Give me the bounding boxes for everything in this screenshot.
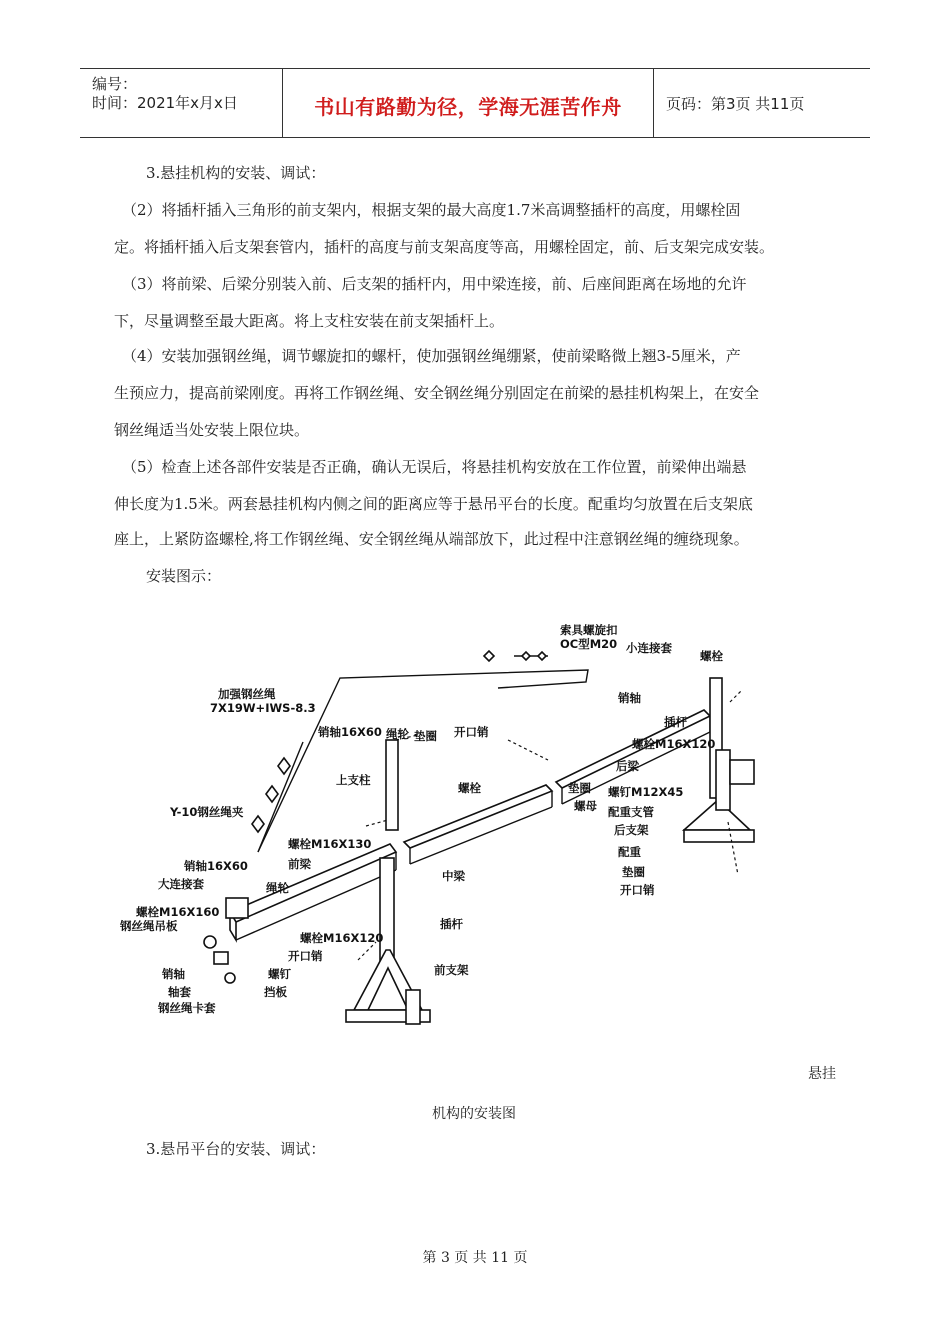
diagram-label: 绳轮 <box>386 727 409 741</box>
diagram-label: 前梁 <box>288 857 311 871</box>
diagram-label: 绳轮 <box>266 881 289 895</box>
header-page-cell <box>654 69 870 137</box>
middle-beam <box>404 785 552 864</box>
figure-caption-part1: 悬挂 <box>808 1066 836 1082</box>
header-page-number: 页码：第3页 共11页 <box>666 95 805 113</box>
diagram-label: 销轴16X60 <box>318 725 382 739</box>
diagram-label: 螺栓M16X120 <box>300 931 384 945</box>
diagram-label: 配重 <box>618 845 641 859</box>
diagram-label: 索具螺旋扣 <box>560 623 618 637</box>
diagram-label: 钢丝绳吊板 <box>120 919 178 933</box>
paragraph-line: 生预应力，提高前梁刚度。再将工作钢丝绳、安全钢丝绳分别固定在前梁的悬挂机构架上，在安全 <box>114 384 760 402</box>
diagram-label: 螺栓 <box>700 649 723 663</box>
diagram-label: 上支柱 <box>336 773 371 787</box>
diagram-label: 螺栓M16X120 <box>632 737 716 751</box>
paragraph-line: 伸长度为1.5米。两套悬挂机构内侧之间的距离应等于悬吊平台的长度。配重均匀放置在后支架底 <box>114 495 753 513</box>
diagram-label: 螺母 <box>574 799 597 813</box>
section-title: 3.悬吊平台的安装、调试： <box>146 1140 326 1158</box>
diagram-label: Y-10钢丝绳夹 <box>170 805 244 819</box>
diagram-label: 螺栓M16X130 <box>288 837 372 851</box>
diagram-label: OC型M20 <box>560 637 618 651</box>
front-beam <box>230 844 396 940</box>
diagram-label: 大连接套 <box>158 877 204 891</box>
diagram-label: 7X19W+IWS-8.3 <box>210 701 316 715</box>
diagram-label: 销轴 <box>162 967 185 981</box>
diagram-label: 插杆 <box>440 917 463 931</box>
diagram-label: 螺栓M16X160 <box>136 905 220 919</box>
diagram-label: 开口销 <box>620 883 655 897</box>
paragraph-line: 定。将插杆插入后支架套管内，插杆的高度与前支架高度等高，用螺栓固定，前、后支架完成安装。 <box>114 238 775 256</box>
paragraph-line: 座上，上紧防盗螺栓,将工作钢丝绳、安全钢丝绳从端部放下，此过程中注意钢丝绳的缠绕现象。 <box>114 530 749 548</box>
figure-intro: 安装图示： <box>146 567 222 585</box>
diagram-label: 开口销 <box>454 725 489 739</box>
diagram-label: 轴套 <box>168 985 191 999</box>
reinforcing-wire-rope <box>258 670 588 852</box>
installation-diagram-svg <box>118 590 838 1050</box>
diagram-label: 螺钉 <box>268 967 291 981</box>
rear-support <box>684 678 754 842</box>
diagram-label: 插杆 <box>664 715 687 729</box>
paragraph-line: 钢丝绳适当处安装上限位块。 <box>114 421 310 439</box>
paragraph-line: 下，尽量调整至最大距离。将上支柱安装在前支架插杆上。 <box>114 312 505 330</box>
document-date-label: 时间：2021年x月x日 <box>92 94 238 112</box>
diagram-label: 垫圈 <box>568 781 591 795</box>
section-title: 3.悬挂机构的安装、调试： <box>146 164 326 182</box>
header-motto: 书山有路勤为径，学海无涯苦作舟 <box>314 95 622 119</box>
diagram-label: 开口销 <box>288 949 323 963</box>
page-header <box>80 68 870 138</box>
diagram-label: 垫圈 <box>622 865 645 879</box>
header-meta-cell <box>80 69 283 137</box>
diagram-label: 配重支管 <box>608 805 654 819</box>
wire-rope-lower <box>258 742 303 852</box>
diagram-labels <box>119 623 723 1015</box>
diagram-label: 后梁 <box>616 759 639 773</box>
diagram-label: 加强钢丝绳 <box>218 687 276 701</box>
document-number-label: 编号： <box>92 75 138 93</box>
diagram-label: 销轴16X60 <box>184 859 248 873</box>
header-motto-cell <box>283 69 654 137</box>
diagram-label: 螺钉M12X45 <box>608 785 684 799</box>
diagram-label: 中梁 <box>442 869 465 883</box>
figure-caption-part2: 机构的安装图 <box>432 1106 516 1122</box>
diagram-label: 后支架 <box>614 823 649 837</box>
turnbuckle-parts <box>484 651 548 661</box>
diagram-label: 销轴 <box>618 691 641 705</box>
diagram-label: 钢丝绳卡套 <box>158 1001 216 1015</box>
paragraph-line: （2）将插杆插入三角形的前支架内，根据支架的最大高度1.7米高调整插杆的高度，用螺栓固 <box>122 201 741 219</box>
diagram-label: 前支架 <box>434 963 469 977</box>
diagram-label: 挡板 <box>264 985 287 999</box>
paragraph-line: （3）将前梁、后梁分别装入前、后支架的插杆内，用中梁连接，前、后座间距离在场地的允许 <box>122 275 747 293</box>
diagram-label: 螺栓 <box>458 781 481 795</box>
installation-diagram <box>118 590 838 1050</box>
diagram-label: 垫圈 <box>414 729 437 743</box>
page-footer: 第 3 页 共 11 页 <box>422 1250 528 1266</box>
paragraph-line: （5）检查上述各部件安装是否正确，确认无误后，将悬挂机构安放在工作位置，前梁伸出端悬 <box>122 458 747 476</box>
diagram-label: 小连接套 <box>626 641 672 655</box>
paragraph-line: （4）安装加强钢丝绳，调节螺旋扣的螺杆，使加强钢丝绳绷紧，使前梁略微上翘3-5厘米，产 <box>122 347 741 365</box>
